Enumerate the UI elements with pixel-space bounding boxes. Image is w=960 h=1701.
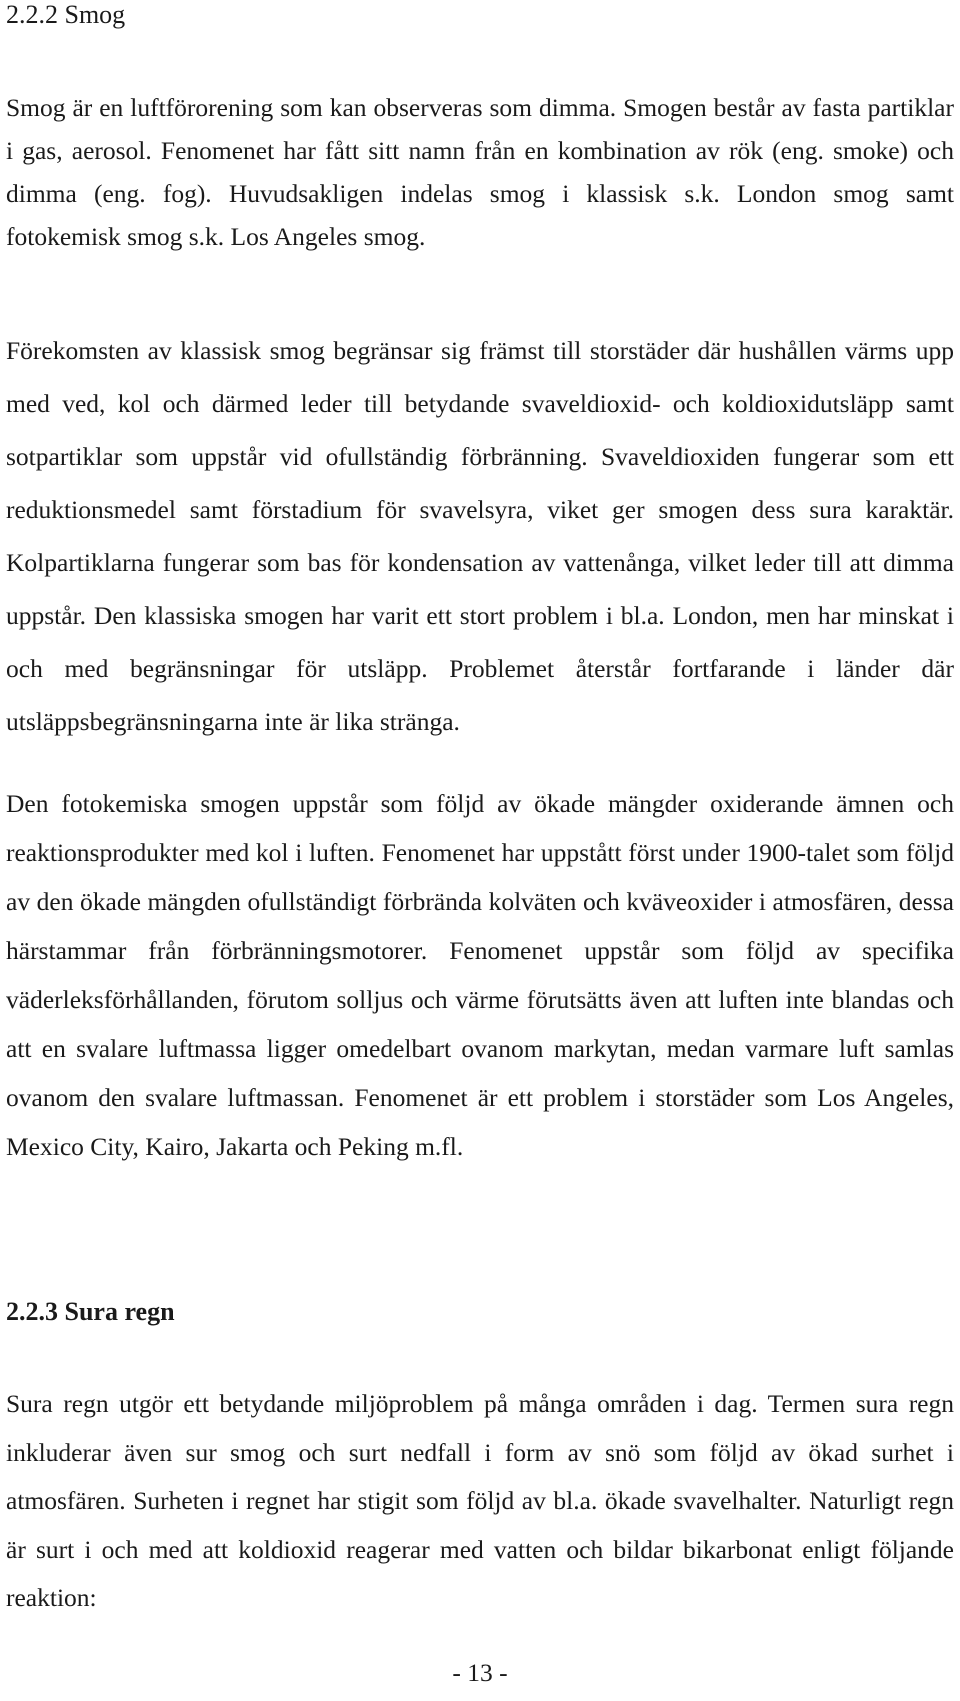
paragraph-photochemical-smog: Den fotokemiska smogen uppstår som följd av ökade mängder oxiderande ämnen och reaktionsprodukter med kol i luften. Fenomenet har uppstått först under 1900-talet som följd av den ökade mängden ofullständigt förbrända kolväten och kväveoxider i atmosfären, dessa härstammar från förbränningsmotorer. Fenomenet uppstår som följd av specifika väderleksförhållanden, förutom solljus och värme förutsätts även att luften inte blandas och att en svalare luftmassa ligger omedelbart ovanom markytan, medan varmare luft samlas ovanom den svalare luftmassan. Fenomenet är ett problem i storstäder som Los Angeles, Mexico City, Kairo, Jakarta och Peking m.fl. (6, 789, 954, 1161)
paragraph-classic-smog: Förekomsten av klassisk smog begränsar sig främst till storstäder där hushållen värms upp med ved, kol och därmed leder till betydande svaveldioxid- och koldioxidutsläpp samt sotpartiklar som uppstår vid ofullständig förbränning. Svaveldioxiden fungerar som ett reduktionsmedel samt förstadium för svavelsyra, viket ger smogen dess sura karaktär. Kolpartiklarna fungerar som bas för kondensation av vattenånga, vilket leder till att dimma uppstår. Den klassiska smogen har varit ett stort problem i bl.a. London, men har minskat i och med begränsningar för utsläpp. Problemet återstår fortfarande i länder där utsläppsbegränsningarna inte är lika stränga. (6, 336, 954, 736)
page-number: - 13 - (452, 1658, 508, 1687)
section-heading-smog: 2.2.2 Smog (6, 0, 126, 29)
paragraph-acid-rain: Sura regn utgör ett betydande miljöproblem på många områden i dag. Termen sura regn inkluderar även sur smog och surt nedfall i form av snö som följd av ökad surhet i atmosfären. Surheten i regnet har stigit som följd av bl.a. ökade svavelhalter. Naturligt regn är surt i och med att koldioxid reagerar med vatten och bildar bikarbonat enligt följande reaktion: (6, 1389, 954, 1612)
paragraph-smog-intro: Smog är en luftförorening som kan observeras som dimma. Smogen består av fasta partiklar i gas, aerosol. Fenomenet har fått sitt namn från en kombination av rök (eng. smoke) och dimma (eng. fog). Huvudsakligen indelas smog i klassisk s.k. London smog samt fotokemisk smog s.k. Los Angeles smog. (6, 93, 954, 251)
section-heading-acid-rain: 2.2.3 Sura regn (6, 1297, 175, 1326)
